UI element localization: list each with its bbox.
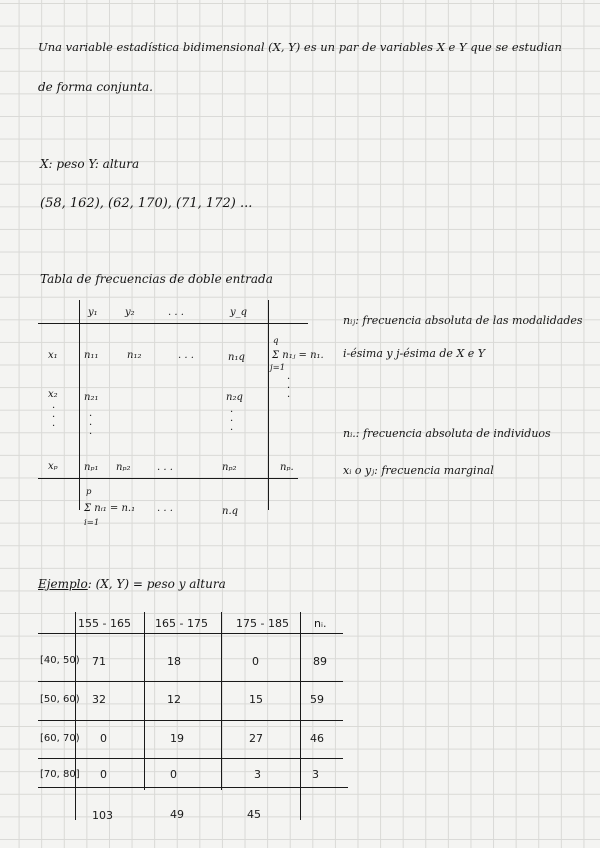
generic-cell-npq: nₚ₂ [222, 462, 237, 473]
generic-row-x2: x₂ [48, 389, 58, 400]
generic-cell-n1q: n₁q [228, 352, 245, 363]
generic-cell-n21: n₂₁ [84, 392, 99, 403]
example-cell: 3 [312, 768, 319, 781]
example-header-175-185: 175 - 185 [236, 617, 289, 630]
example-heading [38, 577, 226, 591]
example-total: 103 [92, 809, 113, 822]
note-ni: nᵢ.: frecuencia absoluta de individuos [343, 427, 551, 440]
example-row-label-70-80: [70, 80] [40, 769, 80, 780]
example-cell: 89 [313, 655, 327, 668]
generic-row-x1: x₁ [48, 350, 58, 361]
vertical-dots-colq: · · · [230, 407, 234, 436]
example-row-label-40-50: [40, 50) [40, 655, 80, 666]
generic-header-y1: y₁ [88, 307, 98, 318]
example-cell: 18 [167, 655, 181, 668]
intro-line-2: de forma conjunta. [38, 80, 153, 94]
example-total: 49 [170, 808, 184, 821]
note-marginal: xᵢ o yⱼ: frecuencia marginal [343, 464, 494, 477]
data-pairs: (58, 162), (62, 170), (71, 172) ... [40, 196, 253, 211]
example-cell: 27 [249, 732, 263, 745]
generic-header-yq: y_q [230, 307, 248, 318]
example-cell: 0 [100, 768, 107, 781]
generic-table-title: Tabla de frecuencias de doble entrada [40, 272, 273, 286]
example-cell: 32 [92, 693, 106, 706]
generic-cell-row-total: Σ n₁ⱼ = n₁. [272, 350, 324, 361]
example-cell: 15 [249, 693, 263, 706]
example-total: 45 [247, 808, 261, 821]
example-table-total-rule [38, 787, 348, 788]
intro-line-1: Una variable estadística bidimensional (X, Y) es un par de variables X e Y que se estudian [38, 40, 562, 54]
example-description: : (X, Y) = peso y altura [87, 577, 226, 591]
example-row-label-50-60: [50, 60) [40, 694, 80, 705]
generic-cell-np-total: nₚ. [280, 462, 294, 473]
example-row-label-60-70: [60, 70) [40, 733, 80, 744]
generic-cell-n2q: n₂q [226, 392, 243, 403]
generic-cell-np1: nₚ₁ [84, 462, 99, 473]
sum-upper-p: p [86, 487, 92, 497]
example-cell: 46 [310, 732, 324, 745]
note-nij: nᵢⱼ: frecuencia absoluta de las modalidades [343, 314, 583, 327]
generic-header-y2: y₂ [125, 307, 135, 318]
example-table-col-rule-1 [75, 612, 76, 820]
example-cell: 0 [100, 732, 107, 745]
generic-cell-dots: . . . [178, 350, 194, 361]
example-cell: 71 [92, 655, 106, 668]
vertical-dots-total: · · · [287, 374, 291, 403]
example-table-row-rule-2 [38, 720, 343, 721]
example-header-155-165: 155 - 165 [78, 617, 131, 630]
example-cell: 19 [170, 732, 184, 745]
generic-table-total-row-rule [38, 478, 298, 479]
example-table-col-rule-4 [300, 612, 301, 820]
example-header-165-175: 165 - 175 [155, 617, 208, 630]
sum-lower-j: j=1 [270, 363, 286, 373]
vertical-dots-x: · · · [52, 403, 56, 432]
example-table-col-rule-2 [144, 612, 145, 790]
sum-upper-q: q [273, 336, 279, 346]
example-header-ni: nᵢ. [314, 617, 327, 630]
example-table-header-rule [38, 633, 343, 634]
variables-definition: X: peso Y: altura [40, 157, 140, 171]
generic-col-total-dots: . . . [157, 503, 173, 514]
example-cell: 3 [254, 768, 261, 781]
example-label: Ejemplo [38, 577, 88, 591]
example-cell: 0 [170, 768, 177, 781]
generic-cell-n11: n₁₁ [84, 350, 99, 361]
vertical-dots-col1: · · · [89, 411, 93, 440]
generic-cell-dots-p: . . . [157, 462, 173, 473]
generic-col-total-q: n.q [222, 506, 239, 517]
example-table-row-rule-3 [38, 758, 343, 759]
example-table-row-rule-1 [38, 681, 343, 682]
generic-row-xp: xₚ [48, 461, 58, 472]
sum-lower-i: i=1 [84, 518, 100, 528]
example-cell: 59 [310, 693, 324, 706]
generic-col-total-1: Σ nᵢ₁ = n.₁ [84, 503, 136, 514]
generic-cell-n12: n₁₂ [127, 350, 142, 361]
generic-cell-np2: nₚ₂ [116, 462, 131, 473]
generic-header-dots: . . . [168, 307, 184, 318]
example-table-col-rule-3 [221, 612, 222, 790]
example-cell: 0 [252, 655, 259, 668]
note-nij-continued: i-ésima y j-ésima de X e Y [343, 347, 486, 360]
example-cell: 12 [167, 693, 181, 706]
